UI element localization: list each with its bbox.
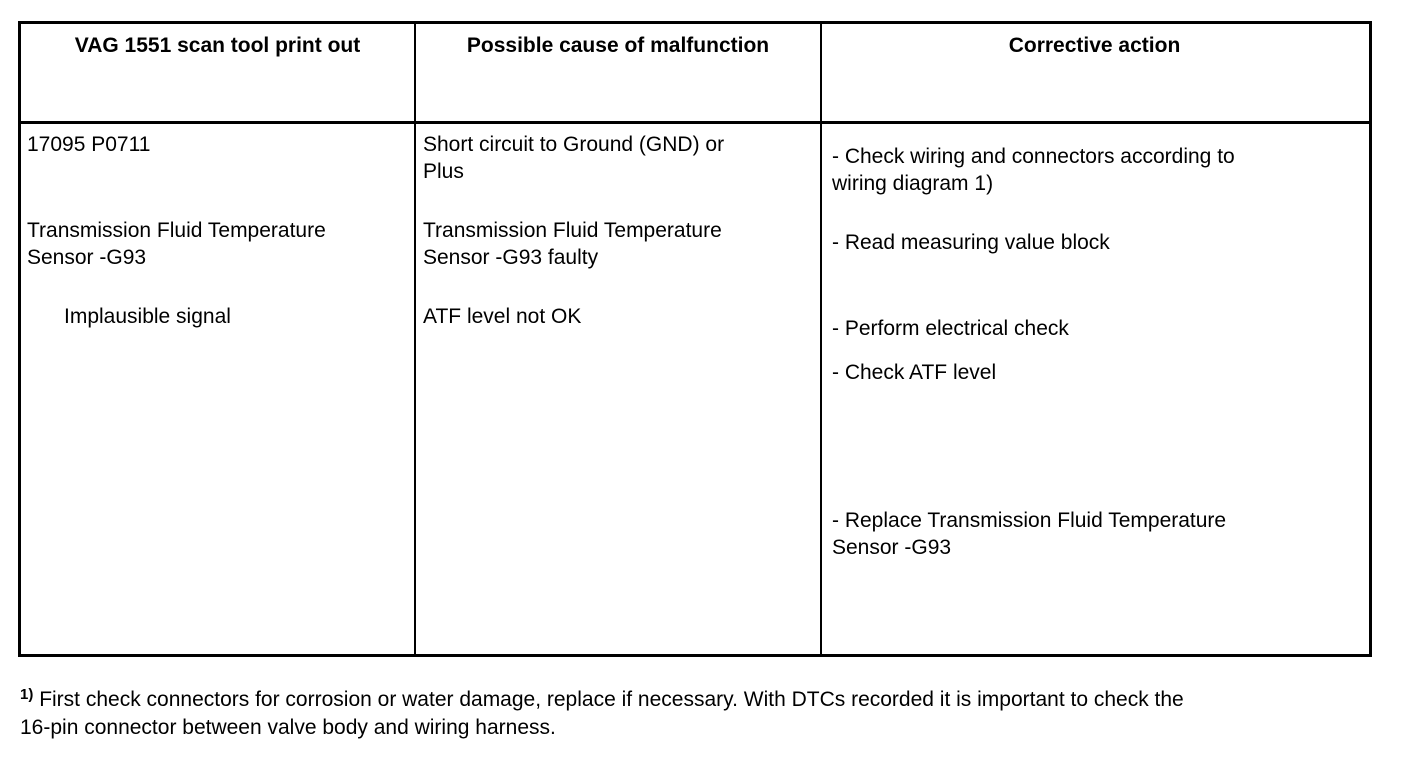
fault-code: 17095 P0711 <box>27 133 151 156</box>
action-check-wiring-line1: - Check wiring and connectors according to <box>832 145 1235 168</box>
component-name-line2: Sensor -G93 <box>27 246 147 269</box>
component-name-line1: Transmission Fluid Temperature <box>27 219 326 242</box>
cause-short-circuit-line1: Short circuit to Ground (GND) or <box>423 133 725 156</box>
action-replace-sensor-line2: Sensor -G93 <box>832 536 952 559</box>
cause-sensor-faulty-line2: Sensor -G93 faulty <box>423 246 599 269</box>
column-divider-1 <box>414 24 416 654</box>
header-corrective-action: Corrective action <box>1008 34 1181 57</box>
action-check-wiring-line2: wiring diagram 1) <box>832 172 994 195</box>
cause-sensor-faulty-line1: Transmission Fluid Temperature <box>423 219 722 242</box>
action-electrical-check: - Perform electrical check <box>832 317 1069 340</box>
header-scan-tool: VAG 1551 scan tool print out <box>74 34 361 57</box>
action-check-atf-level: - Check ATF level <box>832 361 997 384</box>
footnote-text-line1: First check connectors for corrosion or water damage, replace if necessary. With DTCs recorded it is important to check the <box>39 688 1184 711</box>
cause-atf-level: ATF level not OK <box>423 305 582 328</box>
fault-type: Implausible signal <box>64 305 231 328</box>
footnote-line1 <box>20 686 1390 714</box>
cause-short-circuit-line2: Plus <box>423 160 464 183</box>
footnote-text-line2: 16-pin connector between valve body and wiring harness. <box>20 716 556 739</box>
action-replace-sensor-line1: - Replace Transmission Fluid Temperature <box>832 509 1227 532</box>
column-divider-2 <box>820 24 822 654</box>
header-possible-cause: Possible cause of malfunction <box>466 34 770 57</box>
footnote-marker: 1) <box>20 686 34 703</box>
footnote <box>20 686 1390 742</box>
header-divider <box>21 121 1369 124</box>
diagnostic-table <box>18 21 1372 657</box>
action-read-value-block: - Read measuring value block <box>832 231 1110 254</box>
